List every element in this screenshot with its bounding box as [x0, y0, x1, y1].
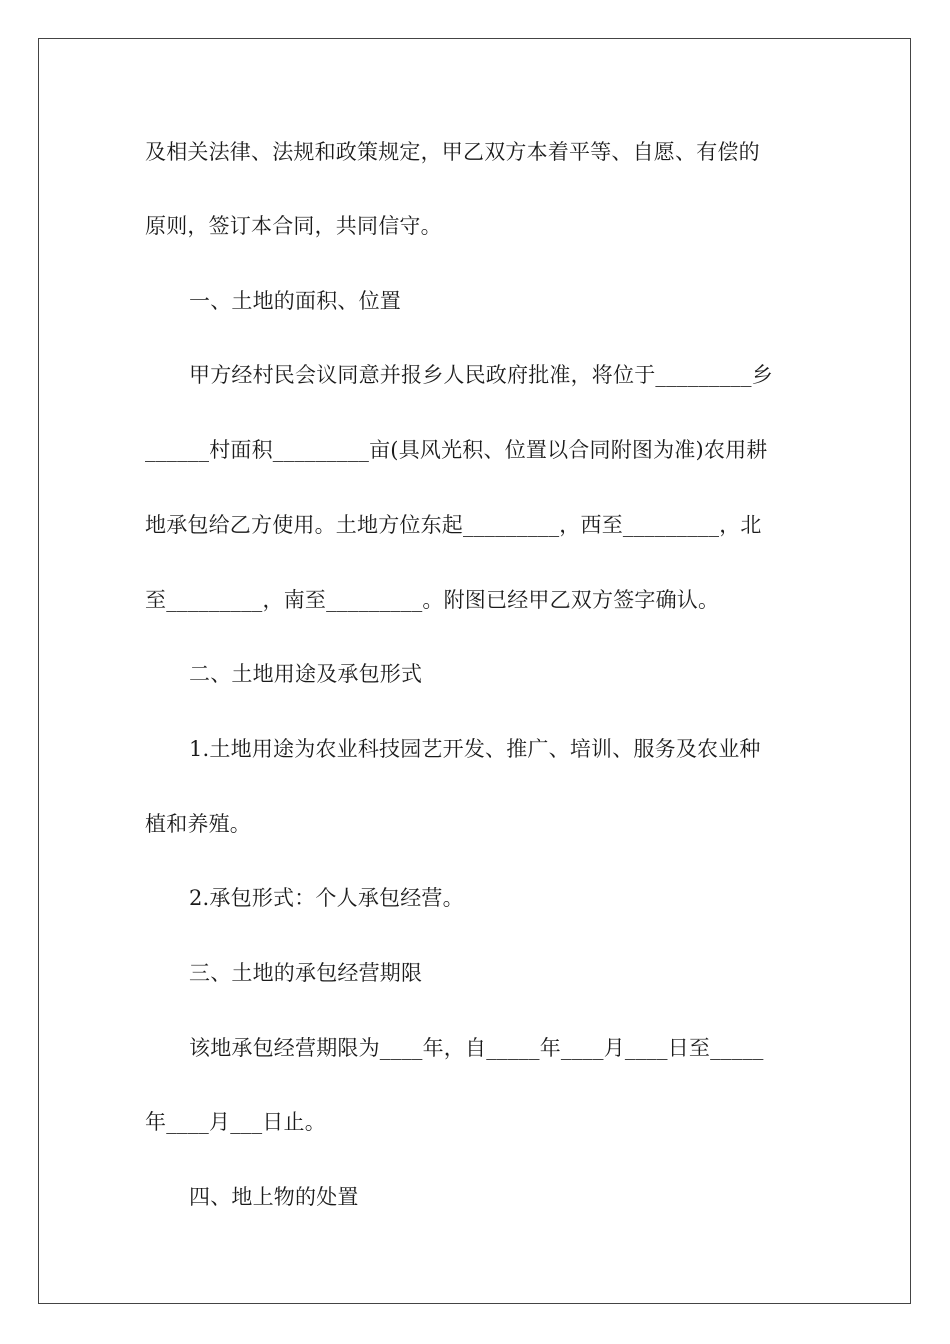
- section-heading: 一、土地的面积、位置: [189, 289, 401, 313]
- paragraph-line: 该地承包经营期限为____年，自_____年____月____日至_____: [189, 1036, 764, 1060]
- paragraph-line: 原则，签订本合同，共同信守。: [145, 214, 442, 238]
- paragraph-line: 2.承包形式：个人承包经营。: [189, 886, 464, 910]
- paragraph-line: ______村面积_________亩(具风光积、位置以合同附图为准)农用耕: [145, 438, 768, 462]
- paragraph-line: 年____月___日止。: [145, 1110, 326, 1134]
- paragraph-line: 地承包给乙方使用。土地方位东起_________，西至_________，北: [145, 513, 762, 537]
- section-heading: 二、土地用途及承包形式: [189, 662, 423, 686]
- section-heading: 四、地上物的处置: [189, 1185, 359, 1209]
- paragraph-line: 1.土地用途为农业科技园艺开发、推广、培训、服务及农业种: [189, 737, 761, 761]
- paragraph-line: 植和养殖。: [145, 812, 251, 836]
- paragraph-line: 至_________，南至_________。附图已经甲乙双方签字确认。: [145, 588, 720, 612]
- section-heading: 三、土地的承包经营期限: [189, 961, 423, 985]
- paragraph-line: 及相关法律、法规和政策规定，甲乙双方本着平等、自愿、有偿的: [145, 140, 760, 164]
- paragraph-line: 甲方经村民会议同意并报乡人民政府批准，将位于_________乡: [189, 363, 773, 387]
